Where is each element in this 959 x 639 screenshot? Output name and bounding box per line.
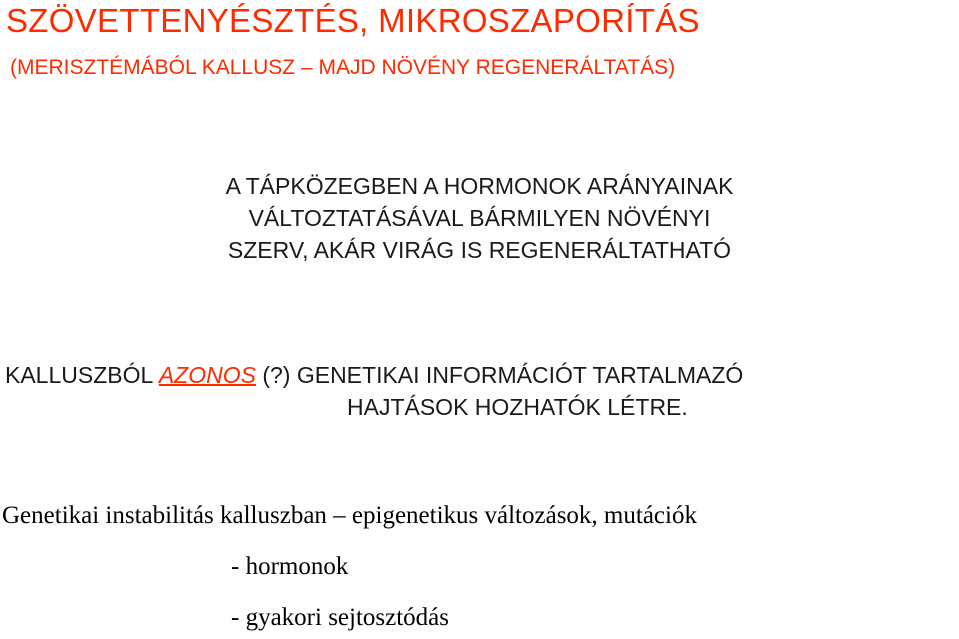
identical-highlight: AZONOS xyxy=(158,362,256,388)
statement-line-3: SZERV, AKÁR VIRÁG IS REGENERÁLTATHATÓ xyxy=(227,237,732,263)
statement-line-2: VÁLTOZTATÁSÁVAL BÁRMILYEN NÖVÉNYI xyxy=(248,205,711,231)
callus-suffix: (?) GENETIKAI INFORMÁCIÓT TARTALMAZÓ xyxy=(255,362,744,388)
bullet-hormones: - hormonok xyxy=(231,553,349,580)
bullet-cell-division: - gyakori sejtosztódás xyxy=(231,604,450,631)
callus-prefix: KALLUSZBÓL xyxy=(5,362,159,388)
hormone-statement xyxy=(0,170,959,266)
genetic-instability-heading: Genetikai instabilitás kalluszban – epigenetikus változások, mutációk xyxy=(2,502,697,529)
callus-statement-line-1 xyxy=(5,362,743,389)
callus-statement-line-2: HAJTÁSOK HOZHATÓK LÉTRE. xyxy=(347,394,688,420)
statement-line-1: A TÁPKÖZEGBEN A HORMONOK ARÁNYAINAK xyxy=(225,173,734,199)
slide-title: SZÖVETTENYÉSZTÉS, MIKROSZAPORÍTÁS xyxy=(6,2,700,39)
slide-subtitle: (MERISZTÉMÁBÓL KALLUSZ – MAJD NÖVÉNY REGENERÁLTATÁS) xyxy=(10,56,676,79)
